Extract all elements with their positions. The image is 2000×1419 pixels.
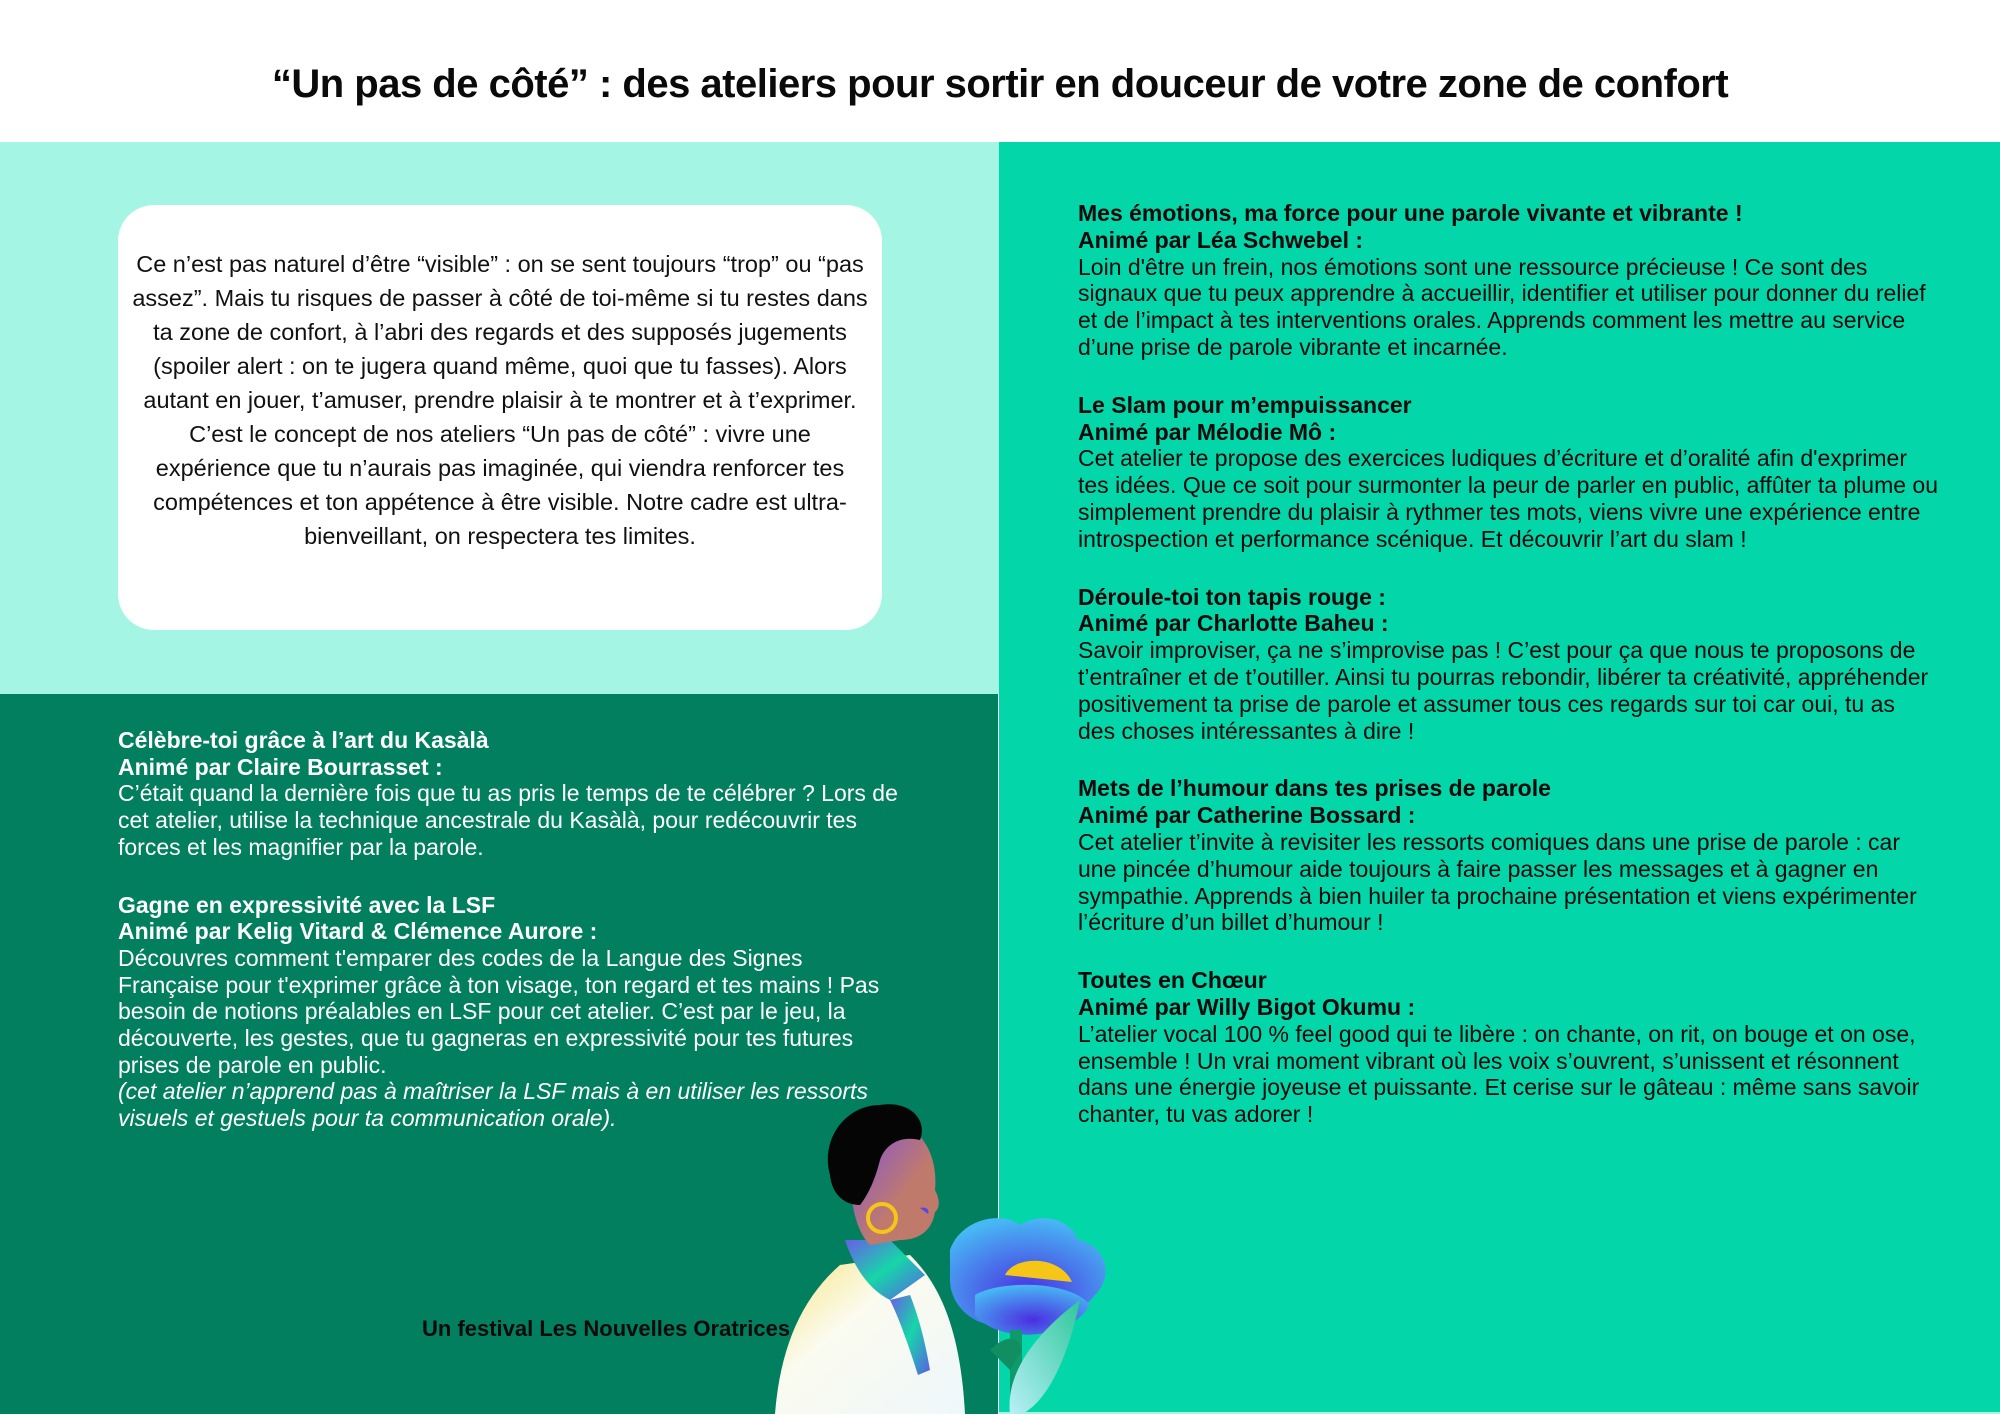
workshop-note: (cet atelier n’apprend pas à maîtriser la LSF mais à en utiliser les ressorts visuels et gestuels pour ta communication orale). — [118, 1078, 868, 1132]
workshop-host: Animé par Charlotte Baheu : — [1078, 610, 1389, 637]
workshop-kasala — [118, 727, 898, 861]
workshop-host: Animé par Claire Bourrasset : — [118, 753, 443, 780]
intro-card — [118, 205, 882, 630]
woman-figure — [775, 1104, 965, 1414]
workshop-host: Animé par Kelig Vitard & Clémence Aurore : — [118, 918, 598, 945]
page-title: “Un pas de côté” : des ateliers pour sortir en douceur de votre zone de confort — [271, 62, 1729, 106]
workshop-humour — [1078, 775, 1938, 936]
workshop-tapis-rouge — [1078, 584, 1938, 745]
workshop-description: Découvres comment t'emparer des codes de la Langue des Signes Française pour t'exprimer grâce à ton visage, ton regard et tes mains ! Pas besoin de notions préalables en LSF pour cet atelier. C’est par le jeu, la découverte, les gestes, que tu gagneras en expressivité pour tes futures prises de parole en public. — [118, 944, 880, 1078]
workshop-host: Animé par Catherine Bossard : — [1078, 802, 1416, 829]
left-workshop-list — [118, 727, 898, 1163]
workshop-choeur — [1078, 967, 1938, 1128]
workshop-host: Animé par Mélodie Mô : — [1078, 418, 1337, 445]
workshop-emotions — [1078, 200, 1938, 361]
intro-text: Ce n’est pas naturel d’être “visible” : on se sent toujours “trop” ou “pas assez”. Mais tu risques de passer à côté de toi-même si tu restes dans ta zone de confort, à l’abri des regards et des supposés jugements (spoiler alert : on te jugera quand même, quoi que tu fasses). Alors autant en jouer, t’amuser, prendre plaisir à te montrer et à t’exprimer. C’est le concept de nos ateliers “Un pas de côté” : vivre une expérience que tu n’aurais pas imaginée, qui viendra renforcer tes compétences et ton appétence à être visible. Notre cadre est ultra-bienveillant, on respectera tes limites. — [132, 251, 868, 549]
workshop-description: Savoir improviser, ça ne s’improvise pas ! C’est pour ça que nous te proposons de t’entraîner et de t’outiller. Ainsi tu pourras rebondir, libérer ta créativité, appréhender positivement ta prise de parole et assumer tous ces regards sur toi car oui, tu as des choses intéressantes à dire ! — [1078, 637, 1929, 744]
festival-credit: Un festival Les Nouvelles Oratrices — [422, 1316, 791, 1341]
workshop-title: Le Slam pour m’empuissancer — [1078, 391, 1412, 418]
workshop-description: L’atelier vocal 100 % feel good qui te libère : on chante, on rit, on bouge et on ose, ensemble ! Un vrai moment vibrant où les voix s’ouvrent, s’unissent et résonnent dans une énergie joyeuse et puissante. Et cerise sur le gâteau : même sans savoir chanter, tu vas adorer ! — [1078, 1020, 1920, 1128]
workshop-title: Mes émotions, ma force pour une parole vivante et vibrante ! — [1078, 200, 1743, 226]
right-workshop-list — [1078, 200, 1938, 1159]
workshop-slam — [1078, 392, 1938, 553]
workshop-title: Célèbre-toi grâce à l’art du Kasàlà — [118, 727, 489, 753]
woman-with-flower-illustration — [760, 1100, 1140, 1414]
workshop-title: Toutes en Chœur — [1078, 967, 1267, 994]
workshop-description: Cet atelier t’invite à revisiter les ressorts comiques dans une prise de parole : car une pincée d’humour aide toujours à faire passer les messages et à gagner en sympathie. Apprends à bien huiler ta prochaine présentation et viens expérimenter l’écriture d’un billet d’humour ! — [1078, 828, 1917, 936]
workshop-description: Cet atelier te propose des exercices ludiques d’écriture et d’oralité afin d'exprimer tes idées. Que ce soit pour surmonter la peur de parler en public, affûter ta plume ou simplement prendre du plaisir à rythmer tes mots, viens vivre une expérience entre introspection et performance scénique. Et découvrir l’art du slam ! — [1078, 445, 1939, 552]
workshop-title: Mets de l’humour dans tes prises de parole — [1078, 775, 1551, 802]
workshop-host: Animé par Willy Bigot Okumu : — [1078, 993, 1416, 1020]
workshop-host: Animé par Léa Schwebel : — [1078, 226, 1364, 253]
workshop-description: C’était quand la dernière fois que tu as pris le temps de te célébrer ? Lors de cet atelier, utilise la technique ancestrale du Kasàlà, pour redécouvrir tes forces et les magnifier par la parole. — [118, 780, 898, 860]
workshop-lsf — [118, 892, 898, 1132]
flower-icon — [950, 1218, 1106, 1414]
workshop-description: Loin d'être un frein, nos émotions sont une ressource précieuse ! Ce sont des signaux que tu peux apprendre à accueillir, identifier et utiliser pour donner du relief et de l’impact à tes interventions orales. Apprends comment les mettre au service d’une prise de parole vibrante et incarnée. — [1078, 253, 1926, 360]
workshop-title: Déroule-toi ton tapis rouge : — [1078, 583, 1386, 610]
workshop-title: Gagne en expressivité avec la LSF — [118, 891, 496, 918]
